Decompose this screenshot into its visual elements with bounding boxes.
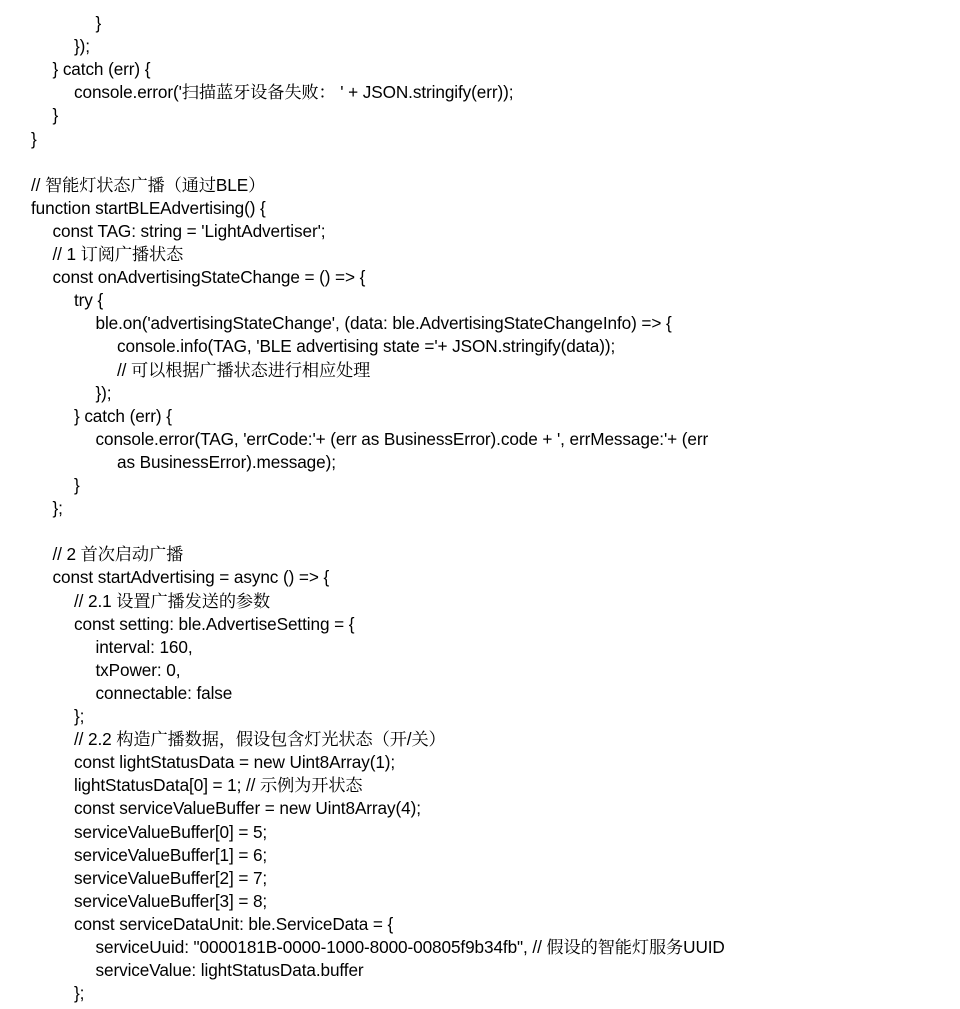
code-line: } (52, 105, 59, 126)
code-line: console.info(TAG, 'BLE advertising state ='+ JSON.stringify(data)); (117, 336, 616, 357)
code-line: as BusinessError).message); (117, 451, 336, 472)
code-line: ble.on('advertisingStateChange', (data: ble.AdvertisingStateChangeInfo) => { (95, 313, 672, 334)
code-line: const onAdvertisingStateChange = () => { (52, 267, 366, 288)
code-line: // 1 订阅广播状态 (52, 244, 184, 264)
code-line: // 2.2 构造广播数据，假设包含灯光状态（开/关） (74, 729, 446, 750)
code-line: } catch (err) { (52, 59, 151, 80)
code-line: const serviceDataUnit: ble.ServiceData = { (74, 913, 394, 934)
code-line: } (31, 128, 37, 149)
code-line: const lightStatusData = new Uint8Array(1); (74, 752, 396, 773)
code-line: console.error('扫描蓝牙设备失败： ' + JSON.stringify(err)); (74, 82, 514, 103)
code-line: lightStatusData[0] = 1; // 示例为开状态 (74, 775, 363, 796)
code-line: // 可以根据广播状态进行相应处理 (117, 359, 371, 380)
code-line: const serviceValueBuffer = new Uint8Array(4); (74, 798, 421, 819)
code-line: txPower: 0, (95, 659, 181, 680)
code-line: serviceValueBuffer[1] = 6; (74, 844, 268, 865)
code-line: serviceValueBuffer[0] = 5; (74, 821, 268, 842)
code-line: function startBLEAdvertising() { (31, 197, 266, 218)
code-line: // 2.1 设置广播发送的参数 (74, 590, 271, 611)
code-line: const setting: ble.AdvertiseSetting = { (74, 613, 355, 634)
code-line: interval: 160, (95, 636, 193, 657)
code-line: }; (74, 983, 85, 1004)
code-line: try { (74, 290, 104, 311)
code-line: const startAdvertising = async () => { (52, 567, 330, 588)
code-line: serviceValueBuffer[2] = 7; (74, 867, 268, 888)
code-line: }); (74, 36, 90, 57)
code-line: connectable: false (95, 682, 233, 703)
code-line: } catch (err) { (74, 405, 172, 426)
code-line: } (95, 13, 102, 33)
code-line: }; (74, 706, 85, 726)
code-line: serviceUuid: "0000181B-0000-1000-8000-00805f9b34fb", // 假设的智能灯服务UUID (95, 937, 725, 957)
code-line: } (74, 475, 80, 495)
code-line: const TAG: string = 'LightAdvertiser'; (52, 220, 326, 241)
code-line: serviceValueBuffer[3] = 8; (74, 890, 268, 911)
code-line: // 智能灯状态广播（通过BLE） (31, 174, 266, 195)
code-line: // 2 首次启动广播 (52, 544, 184, 565)
code-line: }); (95, 382, 112, 403)
code-line: console.error(TAG, 'errCode:'+ (err as BusinessError).code + ', errMessage:'+ (err (95, 428, 709, 449)
code-line: serviceValue: lightStatusData.buffer (95, 960, 364, 981)
code-line: }; (52, 498, 63, 519)
